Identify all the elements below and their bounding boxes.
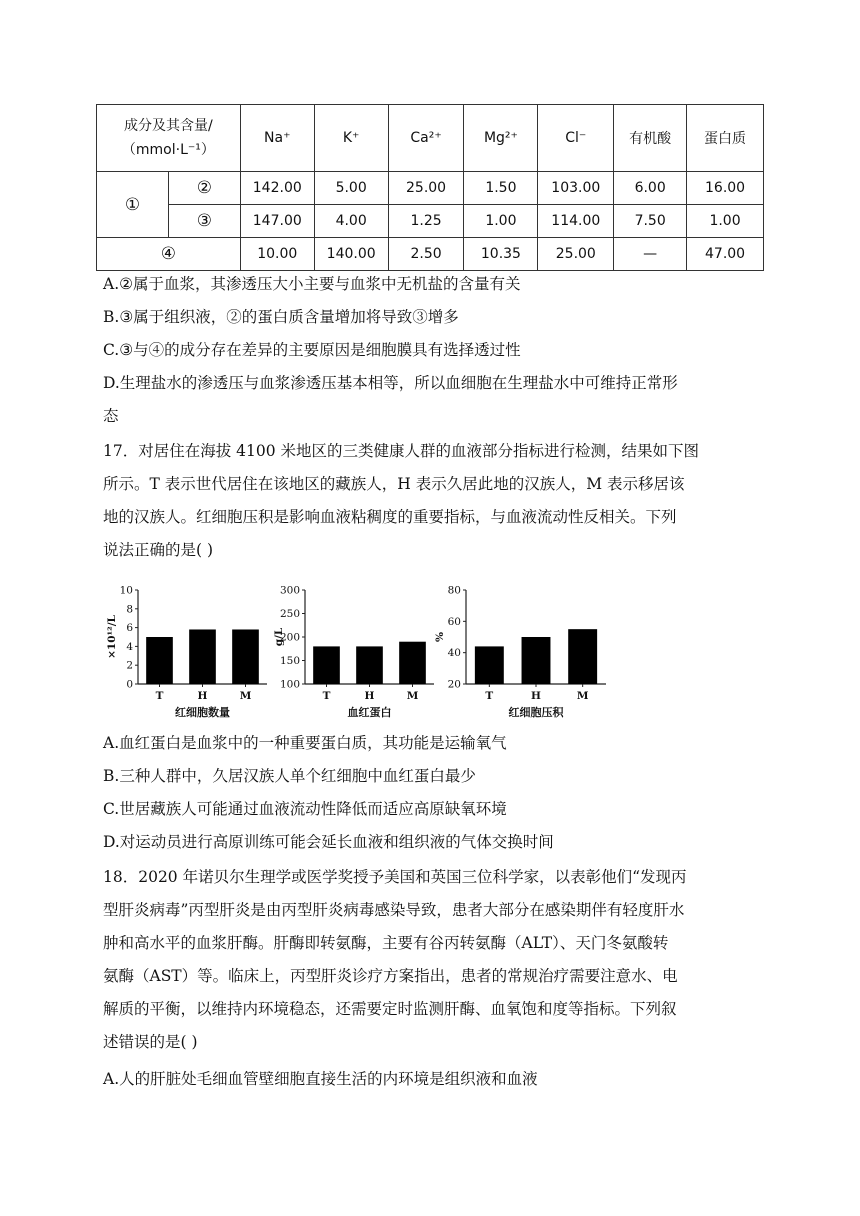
chart-title: 红细胞数量 (175, 706, 230, 719)
bar-T (146, 637, 173, 684)
x-tick-label: H (197, 690, 208, 702)
y-tick-label: 80 (447, 584, 461, 597)
table-cell: 114.00 (538, 205, 614, 238)
table-cell: 7.50 (614, 205, 687, 238)
table-cell: 147.00 (240, 205, 314, 238)
col-cl: Cl⁻ (538, 105, 614, 172)
blood-index-charts (100, 578, 620, 728)
row-label: ③ (168, 205, 240, 238)
y-tick-label: 100 (279, 678, 300, 691)
y-tick-label: 40 (447, 647, 461, 660)
x-tick-label: T (155, 690, 164, 702)
x-tick-label: T (322, 690, 331, 702)
y-tick-label: 60 (447, 615, 461, 628)
x-tick-label: M (576, 690, 589, 702)
table-cell: 16.00 (687, 172, 764, 205)
q16-option-d-cont: 态 (103, 407, 119, 425)
col-na: Na⁺ (240, 105, 314, 172)
table-cell: 142.00 (240, 172, 314, 205)
y-tick-label: 6 (126, 622, 133, 635)
bar-T (475, 646, 504, 684)
table-cell: 140.00 (314, 238, 388, 271)
q17-option-c: C.世居藏族人可能通过血液流动性降低而适应高原缺氧环境 (103, 800, 507, 818)
q17-stem-line: 地的汉族人。红细胞压积是影响血液粘稠度的重要指标，与血液流动性反相关。下列 (103, 508, 677, 526)
q17-stem-line: 所示。T 表示世代居住在该地区的藏族人，H 表示久居此地的汉族人，M 表示移居该 (103, 475, 685, 493)
q17-stem-line: 说法正确的是( ) (103, 541, 214, 559)
bar-M (399, 642, 426, 684)
q16-option-a: A.②属于血浆，其渗透压大小主要与血浆中无机盐的含量有关 (103, 275, 521, 293)
composition-table (96, 104, 764, 271)
y-tick-label: 4 (126, 640, 133, 653)
bar-H (356, 646, 383, 684)
bar-M (568, 629, 597, 684)
q18-stem-line: 18．2020 年诺贝尔生理学或医学奖授予美国和英国三位科学家，以表彰他们“发现丙 (103, 868, 687, 886)
table-cell: 10.35 (464, 238, 538, 271)
q16-option-c: C.③与④的成分存在差异的主要原因是细胞膜具有选择透过性 (103, 341, 521, 359)
q18-stem-line: 肿和高水平的血浆肝酶。肝酶即转氨酶，主要有谷丙转氨酶（ALT）、天门冬氨酸转 (103, 934, 669, 952)
y-tick-label: 10 (119, 584, 133, 597)
col-mg: Mg²⁺ (464, 105, 538, 172)
x-tick-label: H (531, 690, 541, 702)
col-protein: 蛋白质 (687, 105, 764, 172)
q18-stem-line: 氨酶（AST）等。临床上，丙型肝炎诊疗方案指出，患者的常规治疗需要注意水、电 (103, 967, 678, 985)
q17-option-b: B.三种人群中，久居汉族人单个红细胞中血红蛋白最少 (103, 767, 476, 785)
row-label: ④ (97, 238, 241, 271)
table-cell: 6.00 (614, 172, 687, 205)
y-tick-label: 20 (447, 678, 461, 691)
bar-T (313, 646, 340, 684)
q16-option-d: D.生理盐水的渗透压与血浆渗透压基本相等，所以血细胞在生理盐水中可维持正常形 (103, 374, 678, 392)
table-cell: 47.00 (687, 238, 764, 271)
table-cell: 25.00 (538, 238, 614, 271)
col-k: K⁺ (314, 105, 388, 172)
table-row (97, 238, 764, 271)
col-ca: Ca²⁺ (388, 105, 464, 172)
x-tick-label: H (364, 690, 375, 702)
q18-stem-line: 述错误的是( ) (103, 1033, 198, 1051)
q18-option-a: A.人的肝脏处毛细血管壁细胞直接生活的内环境是组织液和血液 (103, 1070, 538, 1088)
table-cell: 25.00 (388, 172, 464, 205)
y-axis-label: ×10¹²/L (106, 615, 118, 659)
table-cell: 103.00 (538, 172, 614, 205)
x-tick-label: T (485, 690, 494, 702)
y-tick-label: 200 (279, 631, 300, 644)
bar-H (522, 637, 551, 684)
y-tick-label: 0 (126, 678, 133, 691)
q17-stem-line: 17．对居住在海拔 4100 米地区的三类健康人群的血液部分指标进行检测，结果如下图 (103, 442, 700, 460)
q17-option-a: A.血红蛋白是血浆中的一种重要蛋白质，其功能是运输氧气 (103, 734, 507, 752)
table-cell: 10.00 (240, 238, 314, 271)
table-cell: 5.00 (314, 172, 388, 205)
table-cell: — (614, 238, 687, 271)
table-cell: 2.50 (388, 238, 464, 271)
q16-option-b: B.③属于组织液，②的蛋白质含量增加将导致③增多 (103, 308, 459, 326)
table-cell: 1.25 (388, 205, 464, 238)
table-cell: 1.00 (464, 205, 538, 238)
table-row (97, 205, 764, 238)
q18-stem-line: 型肝炎病毒”丙型肝炎是由丙型肝炎病毒感染导致，患者大部分在感染期伴有轻度肝水 (103, 901, 685, 919)
y-axis-label: g/L (273, 627, 285, 647)
table-cell: 1.00 (687, 205, 764, 238)
table-header-cell: 成分及其含量/ （mmol·L⁻¹） (97, 105, 241, 172)
y-tick-label: 300 (279, 584, 300, 597)
bar-H (189, 629, 216, 684)
y-axis-label: % (434, 632, 446, 642)
y-tick-label: 2 (126, 659, 133, 672)
x-tick-label: M (406, 690, 419, 702)
q18-stem-line: 解质的平衡，以维持内环境稳态，还需要定时监测肝酶、血氧饱和度等指标。下列叙 (103, 1000, 677, 1018)
table-row (97, 172, 764, 205)
group-label: ① (97, 172, 169, 238)
x-tick-label: M (239, 690, 252, 702)
col-organic-acid: 有机酸 (614, 105, 687, 172)
y-tick-label: 150 (279, 655, 300, 667)
table-cell: 4.00 (314, 205, 388, 238)
chart-title: 血红蛋白 (347, 706, 392, 719)
bar-M (232, 629, 259, 684)
row-label: ② (168, 172, 240, 205)
y-tick-label: 250 (279, 608, 300, 620)
q17-option-d: D.对运动员进行高原训练可能会延长血液和组织液的气体交换时间 (103, 833, 554, 851)
table-cell: 1.50 (464, 172, 538, 205)
y-tick-label: 8 (126, 603, 133, 616)
chart-title: 红细胞压积 (508, 706, 564, 719)
